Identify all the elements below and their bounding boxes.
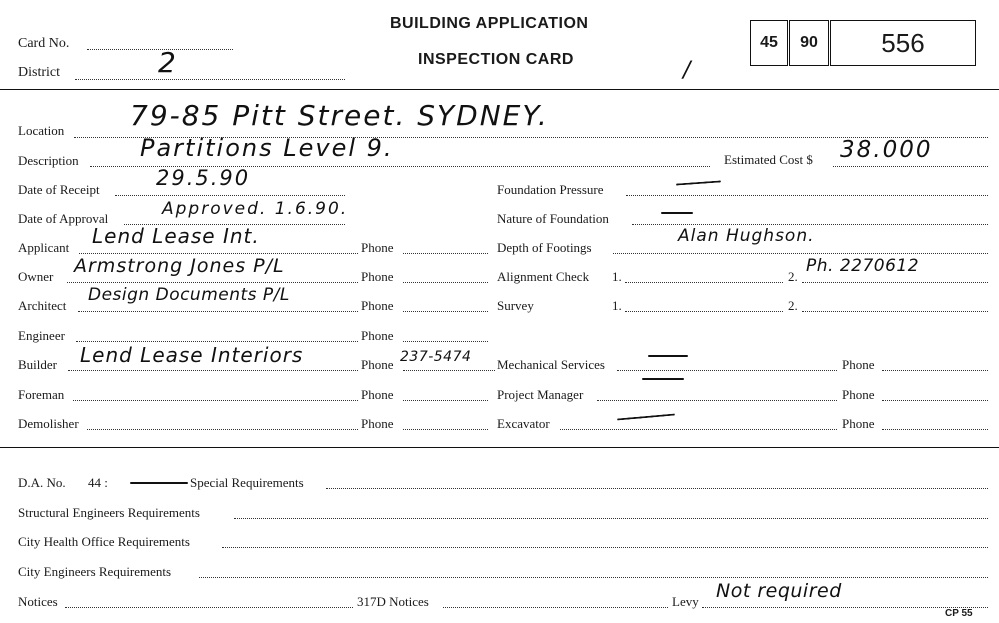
owner-value: Armstrong Jones P/L (74, 255, 285, 277)
foundation-pressure-label: Foundation Pressure (497, 182, 604, 197)
depth-of-footings-field (613, 252, 988, 254)
builder-label: Builder (18, 357, 57, 372)
engineer-field (76, 340, 358, 342)
mechanical-services-phone-field (882, 369, 988, 371)
ref-box-a: 45 (750, 20, 788, 66)
da-no-label: D.A. No. (18, 475, 66, 490)
excavator-field (560, 428, 837, 430)
survey-label: Survey (497, 298, 534, 313)
city-health-field (222, 546, 988, 548)
architect-label: Architect (18, 298, 67, 313)
structural-engineers-label: Structural Engineers Requirements (18, 505, 200, 520)
alignment-check-num1: 1. (612, 269, 622, 284)
footer-rule (0, 447, 999, 448)
notices-317d-label: 317D Notices (357, 594, 429, 609)
city-engineers-field (199, 576, 988, 578)
demolisher-field (87, 428, 358, 430)
card-no-label: Card No. (18, 36, 70, 51)
mechanical-services-dash-1 (648, 355, 688, 357)
foreman-label: Foreman (18, 387, 65, 402)
survey-field-1 (625, 310, 783, 312)
description-label: Description (18, 153, 79, 168)
estimated-cost-field (833, 165, 988, 167)
mechanical-services-phone-label: Phone (842, 357, 875, 372)
nature-of-foundation-dash (661, 212, 693, 214)
alignment-check-field-1 (625, 281, 783, 283)
nature-of-foundation-field (632, 223, 988, 225)
depth-of-footings-value: Alan Hughson. (678, 226, 815, 246)
form-code: CP 55 (945, 608, 973, 619)
ref-box-c: 556 (830, 20, 976, 66)
architect-value: Design Documents P/L (88, 285, 290, 305)
survey-num2: 2. (788, 298, 798, 313)
applicant-phone-field (403, 252, 488, 254)
architect-field (78, 310, 358, 312)
project-manager-label: Project Manager (497, 387, 584, 402)
nature-of-foundation-label: Nature of Foundation (497, 211, 609, 226)
structural-engineers-field (234, 517, 988, 519)
notices-field (65, 606, 353, 608)
survey-num1: 1. (612, 298, 622, 313)
builder-phone-value: 237-5474 (400, 349, 472, 365)
project-manager-field (597, 399, 837, 401)
location-label: Location (18, 123, 65, 138)
architect-phone-label: Phone (361, 298, 394, 313)
mechanical-services-field (617, 369, 837, 371)
notices-label: Notices (18, 594, 58, 609)
estimated-cost-value: 38.000 (840, 137, 933, 163)
district-value: 2 (158, 46, 177, 79)
mechanical-services-dash-2 (642, 378, 684, 380)
owner-phone-field (403, 281, 488, 283)
notices-317d-field (443, 606, 668, 608)
demolisher-phone-field (403, 428, 488, 430)
foundation-pressure-field (626, 194, 988, 196)
excavator-dash (617, 413, 675, 420)
foundation-pressure-dash (676, 180, 721, 185)
alignment-check-label: Alignment Check (497, 269, 590, 284)
builder-phone-label: Phone (361, 357, 394, 372)
alignment-check-num2: 2. (788, 269, 798, 284)
builder-field (68, 369, 358, 371)
owner-label: Owner (18, 269, 54, 284)
date-of-approval-value: Approved. 1.6.90. (162, 199, 349, 219)
owner-phone-label: Phone (361, 269, 394, 284)
builder-value: Lend Lease Interiors (80, 343, 304, 367)
demolisher-phone-label: Phone (361, 416, 394, 431)
ref-box-b: 90 (789, 20, 829, 66)
applicant-phone-label: Phone (361, 240, 394, 255)
city-health-label: City Health Office Requirements (18, 534, 190, 549)
date-of-receipt-value: 29.5.90 (156, 166, 251, 190)
date-of-approval-label: Date of Approval (18, 211, 109, 226)
date-of-receipt-field (115, 194, 345, 196)
applicant-value: Lend Lease Int. (92, 224, 260, 248)
excavator-label: Excavator (497, 416, 550, 431)
architect-phone-field (403, 310, 488, 312)
engineer-phone-label: Phone (361, 328, 394, 343)
special-requirements-field (326, 487, 988, 489)
alignment-check-value: Ph. 2270612 (806, 256, 920, 276)
levy-value: Not required (716, 580, 842, 602)
card-title-line1: BUILDING APPLICATION (390, 15, 589, 32)
city-engineers-label: City Engineers Requirements (18, 564, 172, 579)
demolisher-label: Demolisher (18, 416, 79, 431)
mechanical-services-label: Mechanical Services (497, 357, 605, 372)
da-no-dash (130, 482, 188, 484)
location-value: 79-85 Pitt Street. SYDNEY. (130, 99, 549, 132)
description-value: Partitions Level 9. (140, 134, 394, 162)
foreman-phone-label: Phone (361, 387, 394, 402)
project-manager-phone-field (882, 399, 988, 401)
project-manager-phone-label: Phone (842, 387, 875, 402)
excavator-phone-field (882, 428, 988, 430)
engineer-phone-field (403, 340, 488, 342)
header-rule (0, 89, 999, 90)
depth-of-footings-label: Depth of Footings (497, 240, 592, 255)
date-of-receipt-label: Date of Receipt (18, 182, 100, 197)
applicant-field (79, 252, 358, 254)
alignment-check-field-2 (802, 281, 988, 283)
applicant-label: Applicant (18, 240, 70, 255)
owner-field (67, 281, 358, 283)
engineer-label: Engineer (18, 328, 65, 343)
card-title-line2: INSPECTION CARD (418, 51, 574, 68)
district-field (75, 78, 345, 80)
builder-phone-field (403, 369, 495, 371)
foreman-field (73, 399, 358, 401)
district-label: District (18, 65, 60, 80)
survey-field-2 (802, 310, 988, 312)
stray-mark: / (683, 58, 691, 83)
foreman-phone-field (403, 399, 488, 401)
levy-label: Levy (672, 594, 699, 609)
da-no-value: 44 : (88, 475, 108, 490)
special-requirements-label: Special Requirements (190, 475, 304, 490)
excavator-phone-label: Phone (842, 416, 875, 431)
estimated-cost-label: Estimated Cost $ (724, 152, 813, 167)
